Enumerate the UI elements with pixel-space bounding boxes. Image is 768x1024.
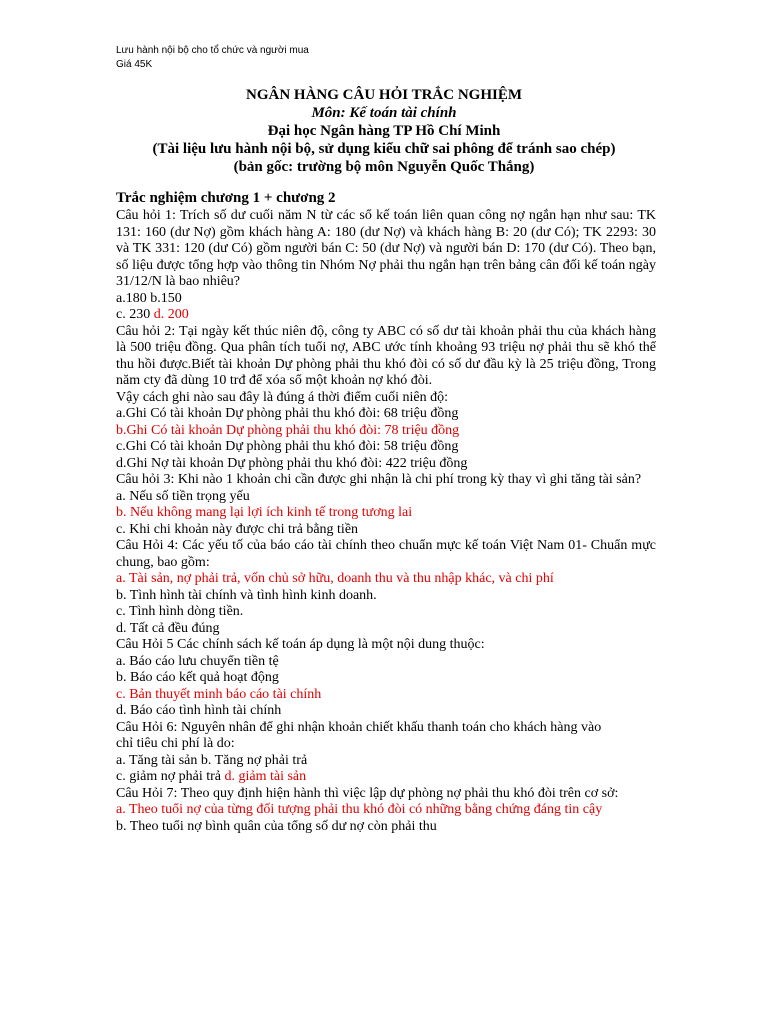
question-1-option-c: c. 230 <box>116 307 154 322</box>
question-2-option-a: a.Ghi Có tài khoản Dự phòng phải thu khó đòi: 68 triệu đồng <box>116 406 459 421</box>
question-2-option-c: c.Ghi Có tài khoản Dự phòng phải thu khó đòi: 58 triệu đồng <box>116 439 459 454</box>
question-7-answer-a: a. Theo tuổi nợ của từng đối tượng phải thu khó đòi có những bằng chứng đáng tin cậy <box>116 802 603 817</box>
question-6 <box>116 720 656 786</box>
question-2 <box>116 324 656 473</box>
question-3-option-c: c. Khi chi khoản này được chi trả bằng tiền <box>116 521 359 537</box>
question-1-options-ab: a.180 b.150 <box>116 290 182 306</box>
question-5-option-d: d. Báo cáo tình hình tài chính <box>116 703 282 718</box>
question-6-text: Câu Hỏi 6: Nguyên nhân để ghi nhận khoản chiết khấu thanh toán cho khách hàng vào <box>116 719 602 735</box>
question-4-answer-a: a. Tài sản, nợ phải trả, vốn chủ sở hữu, doanh thu và thu nhập khác, và chi phí <box>116 571 554 586</box>
question-2-option-d: d.Ghi Nợ tài khoản Dự phòng phải thu khó đòi: 422 triệu đồng <box>116 455 468 471</box>
question-6-options-ab: a. Tăng tài sản b. Tăng nợ phải trả <box>116 752 308 768</box>
question-1-text: Câu hỏi 1: Trích số dư cuối năm N từ các sổ kế toán liên quan công nợ ngắn hạn như sau: TK 131: 160 (dư Nợ) gồm khách hàng A: 180 (dư Nợ) và khách hàng B: 20 (dư Có); TK 2293: 30 và TK 331: 120 (dư Có) gồm người bán C: 50 (dư Nợ) và người bán D: 170 (dư Có). Theo bạn, số liệu được tổng hợp vào thông tin Nhóm Nợ phải thu ngắn hạn trên bảng cân đối kế toán ngày 31/12/N là bao nhiêu? <box>116 208 656 289</box>
question-4-option-c: c. Tình hình dòng tiền. <box>116 604 244 619</box>
section-heading: Trắc nghiệm chương 1 + chương 2 <box>116 190 336 206</box>
question-5-option-a: a. Báo cáo lưu chuyển tiền tệ <box>116 653 279 669</box>
question-6-option-c: c. giảm nợ phải trả <box>116 769 225 784</box>
question-5-answer-c: c. Bản thuyết minh báo cáo tài chính <box>116 686 322 702</box>
title-line-subject: Môn: Kế toán tài chính <box>311 105 457 121</box>
question-7 <box>116 786 656 836</box>
question-6-answer-d: d. giảm tài sản <box>224 769 307 784</box>
question-3-text: Câu hỏi 3: Khi nào 1 khoản chi cần được ghi nhận là chi phí trong kỳ thay vì ghi tăng tài sản? <box>116 472 642 487</box>
title-line-university: Đại học Ngân hàng TP Hồ Chí Minh <box>267 123 501 139</box>
question-4-option-d: d. Tất cả đều đúng <box>116 620 220 636</box>
question-body <box>116 189 656 835</box>
question-5 <box>116 637 656 720</box>
question-3 <box>116 472 656 538</box>
question-3-option-a: a. Nếu số tiền trọng yếu <box>116 488 250 504</box>
question-5-option-b: b. Báo cáo kết quả hoạt động <box>116 670 279 685</box>
question-4-option-b: b. Tình hình tài chính và tình hình kinh doanh. <box>116 587 377 603</box>
question-1-options-cd <box>116 307 656 324</box>
document-title <box>116 86 652 176</box>
price-note: Giá 45K <box>116 59 153 70</box>
distribution-note: Lưu hành nội bộ cho tổ chức và người mua <box>116 45 309 56</box>
question-7-text: Câu Hỏi 7: Theo quy định hiện hành thì việc lập dự phòng nợ phải thu khó đòi trên cơ sở: <box>116 785 619 801</box>
title-line-source: (bản gốc: trường bộ môn Nguyễn Quốc Thắng) <box>233 159 535 175</box>
question-6-text-continued: chỉ tiêu chi phí là do: <box>116 736 235 751</box>
question-2-text: Câu hỏi 2: Tại ngày kết thúc niên độ, công ty ABC có số dư tài khoản phải thu của khách hàng là 500 triệu đồng. Qua phân tích tuổi nợ, ABC ước tính khoảng 93 triệu nợ phải thu sẽ khó thể thu hồi được.Biết tài khoản Dự phòng phải thu khó đòi có số dư đầu kỳ là 25 triệu đồng, Trong năm cty đã dùng 10 trđ để xóa sổ một khoản nợ khó đòi. <box>116 323 656 388</box>
question-4 <box>116 538 656 637</box>
title-line-bank: NGÂN HÀNG CÂU HỎI TRẮC NGHIỆM <box>246 87 522 103</box>
question-3-answer-b: b. Nếu không mang lại lợi ích kinh tế trong tương lai <box>116 505 413 520</box>
question-4-text: Câu Hỏi 4: Các yếu tố của báo cáo tài chính theo chuẩn mực kế toán Việt Nam 01- Chuẩn mực chung, bao gồm: <box>116 538 656 570</box>
question-1 <box>116 208 656 324</box>
question-7-option-b: b. Theo tuổi nợ bình quân của tổng số dư nợ còn phải thu <box>116 818 437 834</box>
question-5-text: Câu Hỏi 5 Các chính sách kế toán áp dụng là một nội dung thuộc: <box>116 637 485 652</box>
question-1-answer-d: d. 200 <box>153 307 189 322</box>
question-6-options-cd <box>116 769 656 786</box>
question-2-prompt: Vậy cách ghi nào sau đây là đúng á thời điểm cuối niên độ: <box>116 389 449 405</box>
title-line-note: (Tài liệu lưu hành nội bộ, sử dụng kiểu chữ sai phông để tránh sao chép) <box>152 141 616 157</box>
question-2-answer-b: b.Ghi Có tài khoản Dự phòng phải thu khó đòi: 78 triệu đồng <box>116 422 460 438</box>
